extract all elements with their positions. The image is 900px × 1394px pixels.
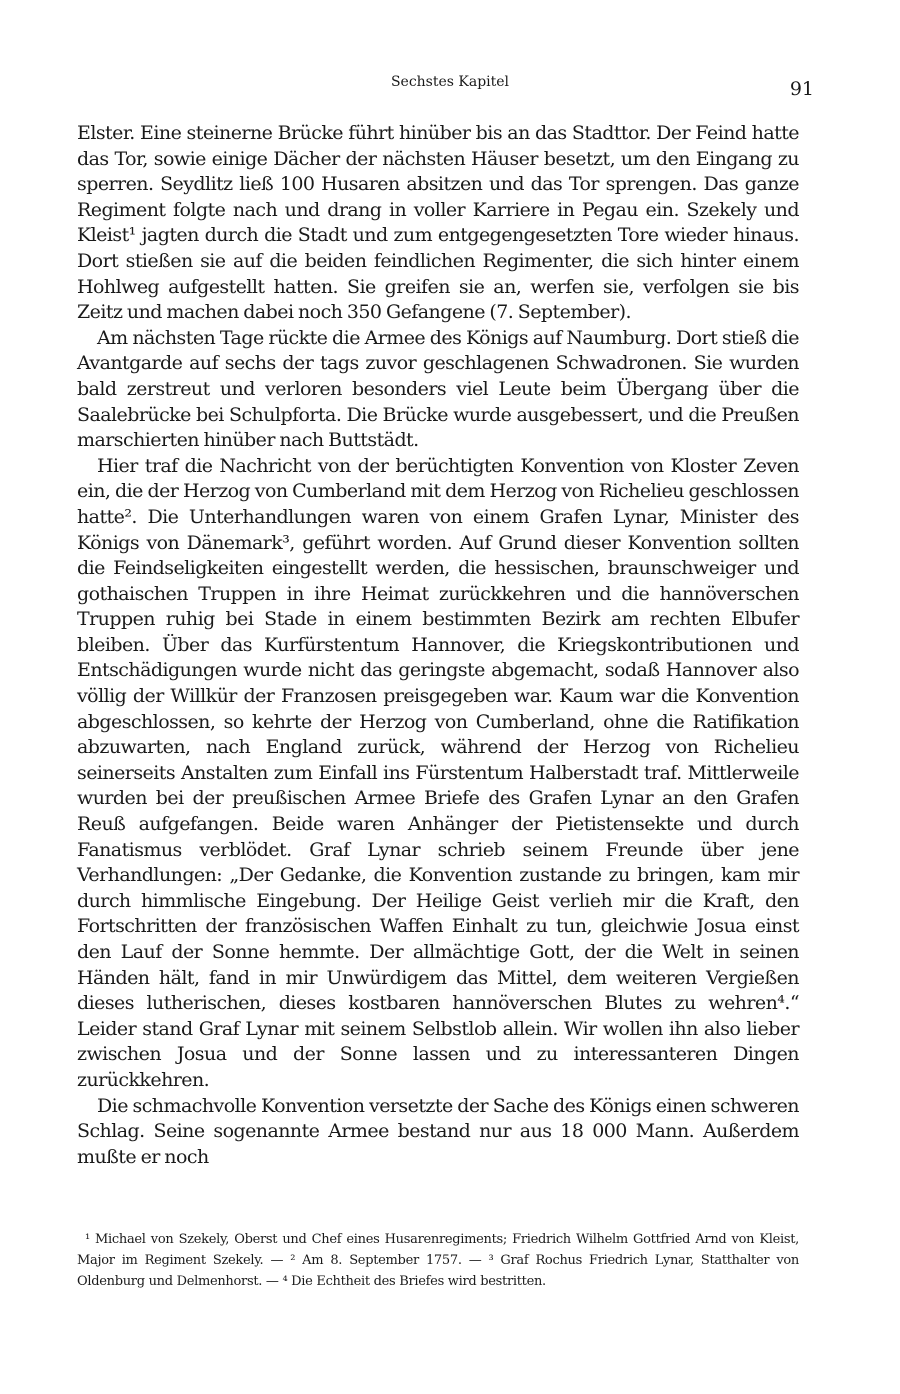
paragraph: Hier traf die Nachricht von der berüchtigten Konvention von Kloster Zeven ein, die der Herzog von Cumberland mit dem Herzog von Richelieu geschlossen hatte². Die Unterhandlungen waren von einem Grafen Lynar, Minister des Königs von Dänemark³, geführt worden. Auf Grund dieser Konvention sollten die Feindseligkeiten eingestellt werden, die hessischen, braunschweiger und gothaischen Truppen in ihre Heimat zurückkehren und die hannöverschen Truppen ruhig bei Stade in einem bestimmten Bezirk am rechten Elbufer bleiben. Über das Kurfürstentum Hannover, die Kriegskontributionen und Entschädigungen wurde nicht das geringste abgemacht, sodaß Hannover also völlig der Willkür der Franzosen preisgegeben war. Kaum war die Konvention abgeschlossen, so kehrte der Herzog von Cumberland, ohne die Ratifikation abzuwarten, nach England zurück, während der Herzog von Richelieu seinerseits Anstalten zum Einfall ins Fürstentum Halberstadt traf. Mittlerweile wurden bei der preußischen Armee Briefe des Grafen Lynar an den Grafen Reuß aufgefangen. Beide waren Anhänger der Pietistensekte und durch Fanatismus verblödet. Graf Lynar schrieb seinem Freunde über jene Verhandlungen: „Der Gedanke, die Konvention zustande zu bringen, kam mir durch himmlische Eingebung. Der Heilige Geist verlieh mir die Kraft, den Fortschritten der französischen Waffen Einhalt zu tun, gleichwie Josua einst den Lauf der Sonne hemmte. Der allmächtige Gott, der die Welt in seinen Händen hält, fand in mir Unwürdigem das Mittel, dem weiteren Vergießen dieses lutherischen, dieses kostbaren hannöverschen Blutes zu wehren⁴.“ Leider stand Graf Lynar mit seinem Selbstlob allein. Wir wollen ihn also lieber zwischen Josua und der Sonne lassen und zu interessanteren Dingen zurückkehren. (77, 454, 799, 1091)
paragraph: Die schmachvolle Konvention versetzte der Sache des Königs einen schweren Schlag. Seine sogenannte Armee bestand nur aus 18 000 Mann. Außerdem mußte er noch (77, 1094, 799, 1168)
body-text (77, 121, 799, 1170)
page-number: 91 (789, 78, 814, 100)
running-head: Sechstes Kapitel (390, 74, 510, 90)
footnote-text: ¹ Michael von Szekely, Oberst und Chef eines Husarenregiments; Friedrich Wilhelm Gottfried Arnd von Kleist, Major im Regiment Szekely. — ² Am 8. September 1757. — ³ Graf Rochus Friedrich Lynar, Statthalter von Oldenburg und Delmenhorst. — ⁴ Die Echtheit des Briefes wird bestritten. (77, 1232, 799, 1289)
footnotes (77, 1229, 799, 1292)
paragraph: Elster. Eine steinerne Brücke führt hinüber bis an das Stadttor. Der Feind hatte das Tor, sowie einige Dächer der nächsten Häuser besetzt, um den Eingang zu sperren. Seydlitz ließ 100 Husaren absitzen und das Tor sprengen. Das ganze Regiment folgte nach und drang in voller Karriere in Pegau ein. Szekely und Kleist¹ jagten durch die Stadt und zum entgegengesetzten Tore wieder hinaus. Dort stießen sie auf die beiden feindlichen Regimenter, die sich hinter einem Hohlweg aufgestellt hatten. Sie greifen sie an, werfen sie, verfolgen sie bis Zeitz und machen dabei noch 350 Gefangene (7. September). (77, 122, 799, 324)
paragraph: Am nächsten Tage rückte die Armee des Königs auf Naumburg. Dort stieß die Avantgarde auf sechs der tags zuvor geschlagenen Schwadronen. Sie wurden bald zerstreut und verloren besonders viel Leute beim Übergang über die Saalebrücke bei Schulpforta. Die Brücke wurde ausgebessert, und die Preußen marschierten hinüber nach Buttstädt. (77, 326, 799, 452)
